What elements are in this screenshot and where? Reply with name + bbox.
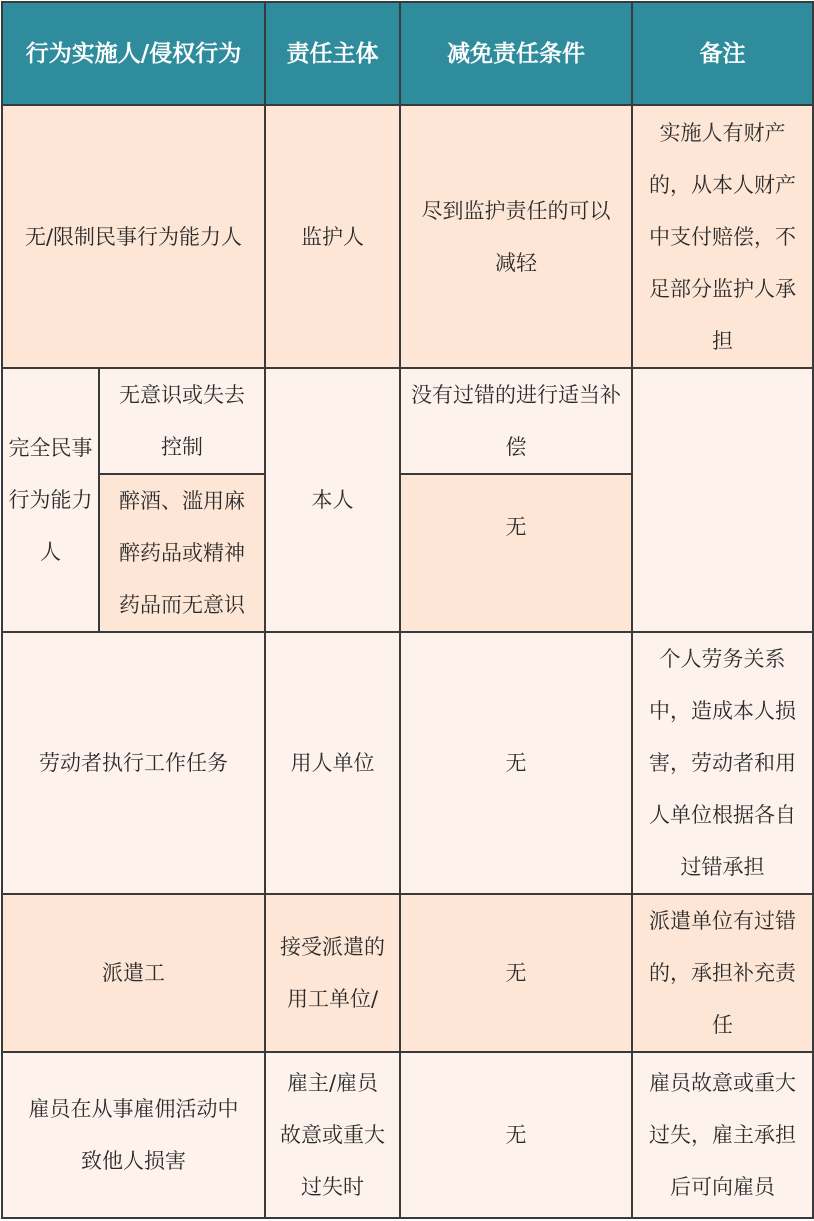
cell-condition: 无: [400, 474, 632, 632]
cell-sub-actor: 醉酒、滥用麻醉药品或精神药品而无意识: [99, 474, 265, 632]
cell-subject: 用人单位: [265, 632, 400, 894]
liability-table: [1, 1, 814, 1219]
cell-subject: 雇主/雇员故意或重大过失时: [265, 1052, 400, 1218]
cell-subject: 监护人: [265, 105, 400, 368]
table-row: [2, 894, 813, 1052]
cell-actor: 无/限制民事行为能力人: [2, 105, 265, 368]
cell-condition: 尽到监护责任的可以减轻: [400, 105, 632, 368]
cell-sub-actor: 无意识或失去控制: [99, 368, 265, 474]
cell-condition: 没有过错的进行适当补偿: [400, 368, 632, 474]
header-row: [2, 2, 813, 105]
cell-note: 个人劳务关系中，造成本人损害，劳动者和用人单位根据各自过错承担: [632, 632, 813, 894]
cell-subject: 本人: [265, 368, 400, 632]
cell-note: 实施人有财产的，从本人财产中支付赔偿，不足部分监护人承担: [632, 105, 813, 368]
table-row: [2, 105, 813, 368]
cell-condition: 无: [400, 1052, 632, 1218]
cell-actor: 派遣工: [2, 894, 265, 1052]
cell-note: 雇员故意或重大过失，雇主承担后可向雇员: [632, 1052, 813, 1218]
header-subject: 责任主体: [265, 2, 400, 105]
table-row: [2, 632, 813, 894]
table-row: [2, 368, 813, 474]
cell-note: 派遣单位有过错的，承担补充责任: [632, 894, 813, 1052]
header-actor: 行为实施人/侵权行为: [2, 2, 265, 105]
liability-table-container: [1, 1, 814, 1219]
cell-condition: 无: [400, 632, 632, 894]
header-note: 备注: [632, 2, 813, 105]
cell-subject: 接受派遣的用工单位/: [265, 894, 400, 1052]
cell-condition: 无: [400, 894, 632, 1052]
header-condition: 减免责任条件: [400, 2, 632, 105]
cell-actor: 劳动者执行工作任务: [2, 632, 265, 894]
cell-actor: 雇员在从事雇佣活动中致他人损害: [2, 1052, 265, 1218]
table-row: [2, 1052, 813, 1218]
cell-actor: 完全民事行为能力人: [2, 368, 99, 632]
cell-note: [632, 368, 813, 632]
